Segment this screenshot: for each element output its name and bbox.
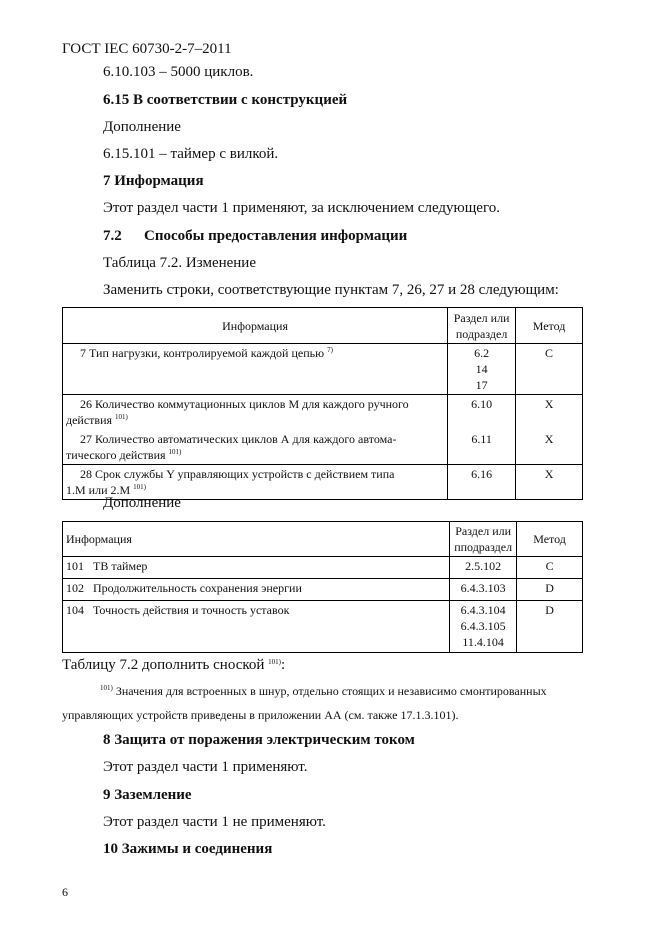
- footnote-ref: 101): [133, 483, 147, 491]
- row-sections: 6.4.3.103: [450, 579, 517, 601]
- table-row: [63, 344, 583, 395]
- row-sections: 6.10: [448, 395, 516, 430]
- footnote-ref: 101): [168, 447, 182, 456]
- header-method: Метод: [516, 308, 583, 344]
- row-method: C: [516, 344, 583, 395]
- row-sections: 6.16: [448, 465, 516, 500]
- section-ref: 6.4.3.105: [460, 619, 506, 633]
- row-info: [63, 344, 448, 395]
- addition-table: [62, 521, 583, 653]
- header-method: Метод: [517, 522, 583, 557]
- paragraph-9: Этот раздел части 1 не применяют.: [103, 814, 326, 830]
- header-info: Информация: [63, 522, 450, 557]
- row-info-line2: действия: [66, 413, 113, 427]
- paragraph-8: Этот раздел части 1 применяют.: [103, 759, 308, 775]
- footnote-text-2: управляющих устройств приведены в приложении АА (см. также 17.1.3.101).: [62, 708, 459, 722]
- heading-7-2-title: Способы предоставления информации: [144, 228, 408, 244]
- row-sections: [448, 344, 516, 395]
- row-method: D: [517, 579, 583, 601]
- row-info: [63, 430, 448, 465]
- addition-label: Дополнение: [103, 495, 181, 511]
- document-header: ГОСТ IEC 60730-2-7–2011: [62, 41, 232, 57]
- row-method: X: [516, 395, 583, 430]
- row-info: 102 Продолжительность сохранения энергии: [63, 579, 450, 601]
- row-method: C: [517, 557, 583, 579]
- table-row: [63, 430, 583, 465]
- row-method: X: [516, 430, 583, 465]
- row-info-line1: 28 Срок службы Y управляющих устройств с действием типа: [80, 467, 395, 481]
- heading-8: 8 Защита от поражения электрическим током: [103, 732, 415, 748]
- clause-6-15-101: 6.15.101 – таймер с вилкой.: [103, 146, 279, 162]
- footnote-line1: [100, 684, 547, 699]
- row-info: 101 ТВ таймер: [63, 557, 450, 579]
- table-7-2-label: Таблица 7.2. Изменение: [103, 255, 256, 271]
- section-ref: 14: [475, 362, 488, 376]
- section-ref: 11.4.104: [462, 635, 504, 649]
- heading-7-2-number: 7.2: [103, 228, 122, 244]
- row-method: D: [517, 601, 583, 653]
- header-info: Информация: [63, 308, 448, 344]
- table-row: [63, 557, 583, 579]
- row-info-line1: 27 Количество автоматических циклов А для каждого автома-: [80, 431, 397, 446]
- page-number: 6: [62, 885, 68, 899]
- heading-9: 9 Заземление: [103, 787, 192, 803]
- header-section-line2: подраздел: [455, 326, 508, 341]
- paragraph-7: Этот раздел части 1 применяют, за исключением следующего.: [103, 200, 500, 216]
- footnote-intro-text: Таблицу 7.2 дополнить сноской: [62, 657, 265, 673]
- footnote-ref: 101): [115, 413, 128, 421]
- heading-10: 10 Зажимы и соединения: [103, 841, 273, 857]
- table-row: [63, 601, 583, 653]
- row-method: X: [516, 465, 583, 500]
- heading-7: 7 Информация: [103, 173, 204, 189]
- row-info-line1: 26 Количество коммутационных циклов М для каждого ручного: [80, 397, 409, 411]
- header-section: [450, 522, 517, 557]
- replacement-table: [62, 307, 583, 500]
- header-section: [448, 308, 516, 344]
- row-sections: [450, 601, 517, 653]
- footnote-text-1: Значения для встроенных в шнур, отдельно стоящих и независимо смонтированных: [115, 684, 547, 698]
- heading-6-15: 6.15 В соответствии с конструкцией: [103, 92, 348, 108]
- row-info: [63, 395, 448, 430]
- section-ref: 6.4.3.104: [460, 603, 506, 617]
- row-sections: 2.5.102: [450, 557, 517, 579]
- table-row: [63, 395, 583, 430]
- footnote-ref: 7): [327, 346, 333, 354]
- footnote-intro-ref: 101): [268, 658, 282, 666]
- row-sections: 6.11: [448, 430, 516, 465]
- clause-6-10-103: 6.10.103 – 5000 циклов.: [103, 64, 254, 80]
- table-row: [63, 579, 583, 601]
- header-section-line1: Раздел или: [455, 524, 512, 538]
- header-section-line2: пподраздел: [454, 540, 513, 554]
- section-ref: 6.2: [474, 346, 490, 360]
- footnote-marker: 101): [100, 684, 113, 692]
- section-ref: 17: [475, 378, 488, 392]
- replace-instruction: Заменить строки, соответствующие пунктам 7, 26, 27 и 28 следующим:: [103, 282, 559, 298]
- header-section-line1: Раздел или: [453, 310, 510, 325]
- row-info: 104 Точность действия и точность уставок: [63, 601, 450, 653]
- row-info-line2: тического действия: [66, 447, 166, 462]
- row-info-line2: 1.М или 2.М: [66, 483, 131, 497]
- footnote-intro: Таблицу 7.2 дополнить сноской $^{101)}$:: [62, 657, 286, 673]
- addition-label: Дополнение: [103, 119, 181, 135]
- row-info-text: 7 Тип нагрузки, контролируемой каждой цепью: [80, 346, 325, 360]
